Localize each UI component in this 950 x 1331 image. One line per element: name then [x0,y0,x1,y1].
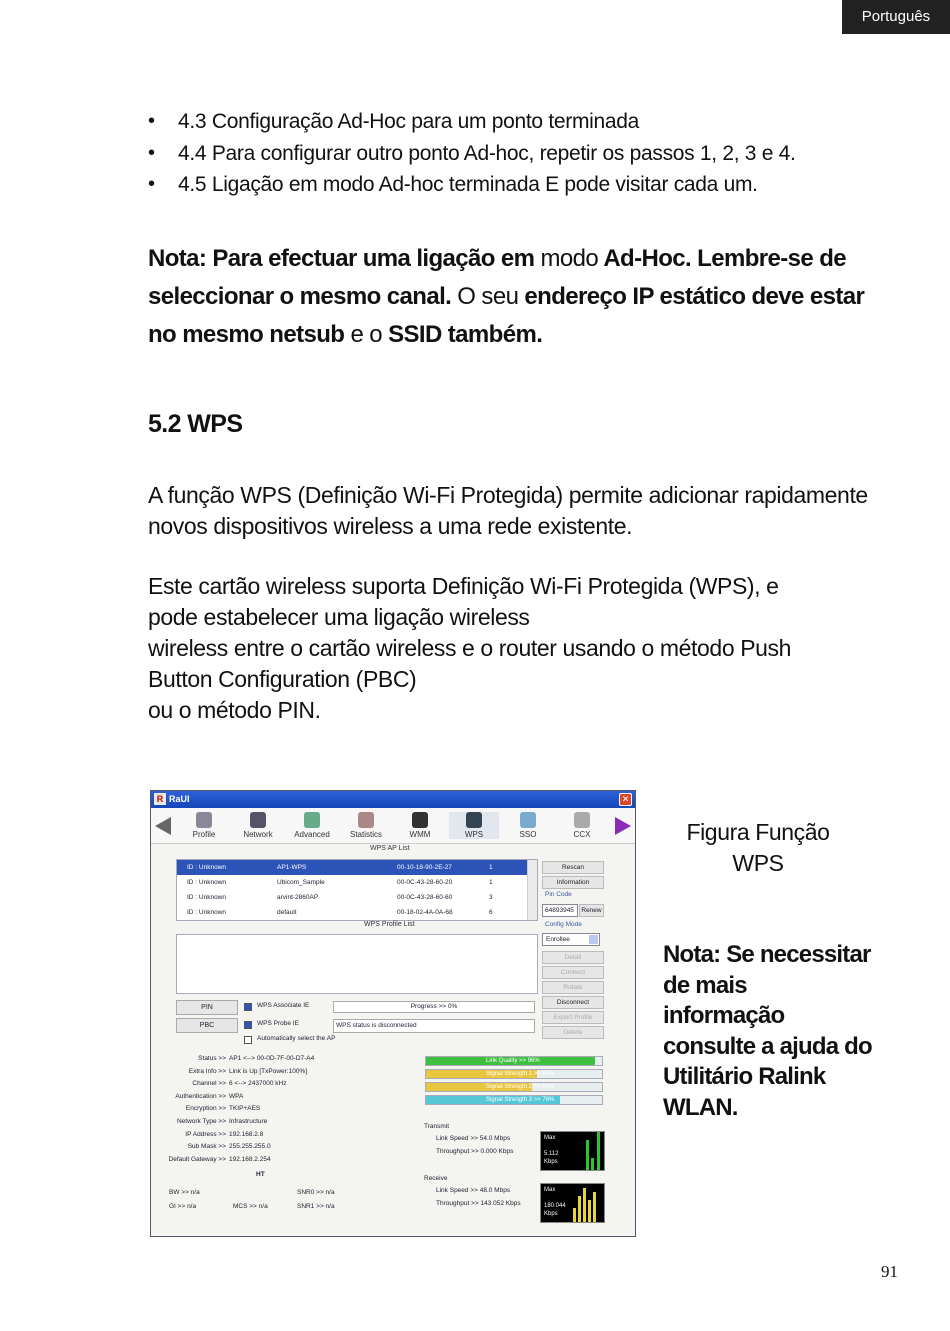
ap-channel: 3 [489,894,493,901]
note-text: O seu [457,283,519,310]
ht-bw: BW >> n/a [169,1189,200,1196]
graph-spike [578,1196,581,1222]
paragraph-line: pode estabelecer uma ligação wireless [148,604,530,630]
ap-id: ID : Unknown [187,879,227,886]
tab-label: Profile [192,830,216,839]
checkbox-label: WPS Probe IE [257,1020,299,1027]
paragraph-line: Button Configuration (PBC) [148,666,417,692]
status-row [161,1103,416,1116]
status-key: Extra Info >> [188,1067,226,1075]
note-text: Ad-Hoc. Lembre-se de seleccionar o mesmo canal. [148,245,847,310]
ap-list-title: WPS AP List [367,845,413,852]
ap-name: Ubicom_Sample [277,879,325,886]
status-value: Infrastructure [229,1117,268,1125]
status-value: 6 <--> 2437000 kHz [229,1080,287,1088]
pin-button[interactable]: PIN [176,1000,238,1015]
tab-label: SSO [519,830,537,839]
status-value: 255.255.255.0 [229,1143,271,1151]
graph-spike [597,1132,600,1170]
table-row[interactable] [177,890,537,905]
ht-snr0: SNR0 >> n/a [297,1189,335,1196]
signal-strength-1-bar [425,1069,603,1079]
ht-gi: GI >> n/a [169,1203,197,1210]
rescan-button[interactable]: Rescan [542,861,604,874]
graph-spike [573,1208,576,1222]
tab-network[interactable] [233,812,283,839]
paragraph-line: Este cartão wireless suporta Definição Wi-Fi Protegida (WPS), e [148,573,779,599]
graph-max-label: Max [544,1135,556,1141]
status-row [161,1066,416,1079]
graph-spike [588,1200,591,1222]
network-icon [250,812,266,828]
wmm-icon [412,812,428,828]
ht-mcs: MCS >> n/a [233,1203,268,1210]
wps-profile-list[interactable] [176,934,538,994]
help-note: Nota: Se necessitar de mais informação consulte a ajuda do Utilitário Ralink WLAN. [663,941,872,1121]
rx-throughput: Throughput >> 143.052 Kbps [436,1200,521,1207]
tab-sso[interactable] [503,812,553,839]
status-key: Network Type >> [176,1117,226,1125]
language-tab: Português [842,0,950,34]
wps-associate-checkbox[interactable] [244,1003,252,1011]
tab-label: WMM [409,830,431,839]
export-profile-button[interactable]: Export Profile [542,1011,604,1024]
ap-id: ID : Unknown [187,894,227,901]
tx-link-speed: Link Speed >> 54.0 Mbps [436,1135,511,1142]
ap-channel: 1 [489,879,493,886]
status-key: Encryption >> [185,1105,226,1113]
table-row[interactable] [177,875,537,890]
ht-title: HT [256,1171,265,1178]
ap-mac: 00-18-02-4A-0A-68 [397,909,453,916]
graph-unit: Kbps [544,1211,558,1217]
status-panel [161,1053,416,1166]
graph-unit: Kbps [544,1159,558,1165]
rotate-button[interactable]: Rotate [542,981,604,994]
list-item: • 4.5 Ligação em modo Ad-hoc terminada E pode visitar cada um. [148,169,888,201]
step-list [148,106,888,201]
information-button[interactable]: Information [542,876,604,889]
status-value: TKIP+AES [229,1105,261,1113]
window-title: RaUI [169,794,190,804]
graph-spike [583,1188,586,1222]
tab-statistics[interactable] [341,812,391,839]
checkbox-label: WPS Associate IE [257,1002,310,1009]
ht-snr1: SNR1 >> n/a [297,1203,335,1210]
profile-icon [196,812,212,828]
status-row [161,1078,416,1091]
tx-throughput: Throughput >> 0.000 Kbps [436,1148,514,1155]
wps-probe-checkbox[interactable] [244,1021,252,1029]
paragraph-line: wireless entre o cartão wireless e o router usando o método Push [148,635,792,661]
wps-description-paragraph [148,571,888,726]
window-titlebar [151,791,635,808]
ap-mac: 00-0C-43-28-60-60 [397,894,453,901]
adhoc-note [148,240,888,354]
rx-graph [540,1183,605,1223]
ap-mac: 00-10-18-90-2E-27 [397,864,452,871]
transmit-label: Transmit [424,1123,450,1130]
status-row [161,1091,416,1104]
paragraph-line: ou o método PIN. [148,697,321,723]
section-title: 5.2 WPS [148,410,243,438]
ccx-icon [574,812,590,828]
ap-list-scrollbar[interactable] [527,860,537,920]
statistics-icon [358,812,374,828]
status-key: Authentication >> [175,1092,226,1100]
tab-ccx[interactable] [557,812,607,839]
ap-name: arvint-2860AP [277,894,319,901]
note-text: Nota: Para efectuar uma ligação em [148,245,541,272]
graph-spike [586,1140,589,1170]
tab-advanced[interactable] [287,812,337,839]
tx-graph [540,1131,605,1171]
tab-label: WPS [464,830,484,839]
status-key: Sub Mask >> [187,1143,226,1151]
detail-button[interactable]: Detail [542,951,604,964]
status-key: Status >> [198,1055,226,1062]
status-value: AP1 <--> 00-0D-7F-00-D7-A4 [229,1055,315,1062]
receive-label: Receive [424,1175,448,1182]
wps-status-field: WPS status is disconnected [333,1019,535,1033]
status-value: Link is Up [TxPower:100%] [229,1067,308,1075]
status-row [161,1141,416,1154]
graph-max-label: Max [544,1187,556,1193]
status-row [161,1129,416,1142]
graph-spike [591,1158,594,1170]
pbc-button[interactable]: PBC [176,1018,238,1033]
status-row [161,1154,416,1167]
wps-intro-paragraph: A função WPS (Definição Wi-Fi Protegida) permite adicionar rapidamente novos dispositivos wireless a uma rede existente. [148,482,868,539]
auto-select-checkbox[interactable] [244,1036,252,1044]
config-mode-label: Config Mode [545,921,582,928]
tab-wmm[interactable] [395,812,445,839]
tab-label: CCX [573,830,591,839]
status-row [161,1053,416,1066]
profile-list-title: WPS Profile List [361,921,418,928]
table-row[interactable] [177,905,537,920]
ap-channel: 6 [489,909,493,916]
ap-channel: 1 [489,864,493,871]
ap-id: ID : Unknown [187,864,227,871]
bar-label: Link Quality >> 96% [486,1058,540,1064]
ap-id: ID : Unknown [187,909,227,916]
toolbar [151,808,635,844]
ap-mac: 00-0C-43-28-60-20 [397,879,453,886]
status-key: IP Address >> [185,1130,226,1138]
forward-arrow-icon[interactable] [615,817,631,835]
status-value: 192.168.2.254 [229,1155,271,1163]
status-value: WPA [229,1092,244,1100]
renew-button[interactable]: Renew [579,904,604,917]
delete-button[interactable]: Delete [542,1026,604,1039]
note-text: SSID também. [382,321,543,348]
note-text: modo [540,245,599,272]
bar-label: Signal Strength 3 >> 76% [486,1097,555,1103]
signal-strength-3-bar [425,1095,603,1105]
signal-strength-2-bar [425,1082,603,1092]
raui-screenshot [150,790,636,1237]
advanced-icon [304,812,320,828]
tab-label: Statistics [349,830,382,839]
wps-ap-list[interactable] [176,859,538,921]
close-icon[interactable]: ✕ [619,793,632,806]
ralink-logo-icon: R [154,793,166,805]
status-row [161,1116,416,1129]
ap-name: default [277,909,297,916]
ap-name: AP1-WPS [277,864,307,871]
graph-value: 180.044 [544,1203,566,1209]
tab-label: Advanced [294,830,330,839]
pin-code-label: Pin Code [545,891,572,898]
disconnect-button[interactable]: Disconnect [542,996,604,1009]
config-mode-select[interactable]: Enrollee [542,933,600,946]
graph-value: 5.112 [544,1151,559,1157]
link-quality-bar [425,1056,603,1066]
figure-caption: Figura Função WPS [686,819,830,876]
sso-icon [520,812,536,828]
wps-icon [466,812,482,828]
list-item: • 4.4 Para configurar outro ponto Ad-hoc, repetir os passos 1, 2, 3 e 4. [148,138,888,170]
bar-label: Signal Strength 2 >> 60% [486,1084,555,1090]
tab-wps[interactable] [449,812,499,839]
note-text: e o [350,321,383,348]
tab-profile[interactable] [179,812,229,839]
pin-code-field[interactable]: 64893945 [542,904,578,917]
checkbox-label: Automatically select the AP [257,1035,336,1042]
note-text: endereço IP estático deve estar no mesmo netsub [148,283,865,348]
connect-button[interactable]: Connect [542,966,604,979]
tab-label: Network [243,830,273,839]
table-row[interactable] [177,860,537,875]
page-number: 91 [881,1262,898,1281]
graph-spike [593,1192,596,1222]
status-key: Default Gateway >> [168,1155,226,1163]
status-key: Channel >> [192,1080,226,1088]
status-value: 192.168.2.8 [229,1130,264,1138]
bar-label: Signal Strength 1 >> 63% [486,1071,555,1077]
rx-link-speed: Link Speed >> 48.0 Mbps [436,1187,511,1194]
wps-progress: Progress >> 0% [333,1001,535,1013]
list-item: • 4.3 Configuração Ad-Hoc para um ponto terminada [148,106,888,138]
back-arrow-icon[interactable] [155,817,171,835]
